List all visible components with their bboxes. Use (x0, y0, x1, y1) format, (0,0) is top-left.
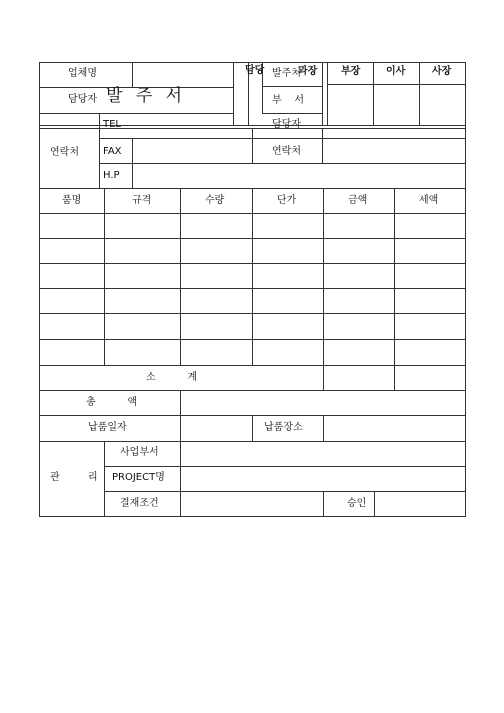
management-label-first: 관 (50, 472, 60, 483)
payment-terms-label: 결재조건 (120, 498, 159, 509)
right-manager-label: 담당자 (272, 119, 301, 130)
business-dept-label: 사업부서 (120, 447, 159, 458)
subtotal-label: 소 계 (146, 372, 198, 383)
delivery-place-label: 납품장소 (264, 422, 303, 433)
fax-label: FAX (103, 146, 122, 157)
project-name-label: PROJECT명 (112, 472, 165, 483)
approval-sign-label: 승인 (347, 498, 367, 509)
item-header-qty: 수량 (205, 195, 225, 206)
orderer-label: 발주처 (272, 68, 301, 79)
item-header-amount: 금액 (348, 195, 368, 206)
management-label-second: 리 (88, 472, 98, 483)
item-header-unit-price: 단가 (277, 195, 297, 206)
item-header-tax: 세액 (419, 195, 439, 206)
manager-label: 담당자 (68, 94, 97, 105)
approval-role-director: 부장 (341, 66, 361, 77)
document-title: 발 주 서 (106, 86, 187, 106)
item-header-name: 품명 (62, 195, 82, 206)
total-label: 총 액 (86, 397, 138, 408)
item-header-spec: 규격 (132, 195, 152, 206)
delivery-date-label: 납품일자 (88, 422, 127, 433)
approval-role-president: 사장 (432, 66, 452, 77)
approval-role-manager: 과장 (298, 66, 318, 77)
approval-role-executive: 이사 (386, 66, 406, 77)
right-contact-label: 연락처 (272, 146, 301, 157)
department-label: 부 서 (272, 95, 305, 106)
approval-label: 담당 (245, 65, 265, 76)
contact-label: 연락처 (50, 147, 79, 158)
tel-label: TEL (103, 119, 121, 130)
hp-label: H.P (103, 170, 120, 181)
company-name-label: 업체명 (68, 68, 97, 79)
